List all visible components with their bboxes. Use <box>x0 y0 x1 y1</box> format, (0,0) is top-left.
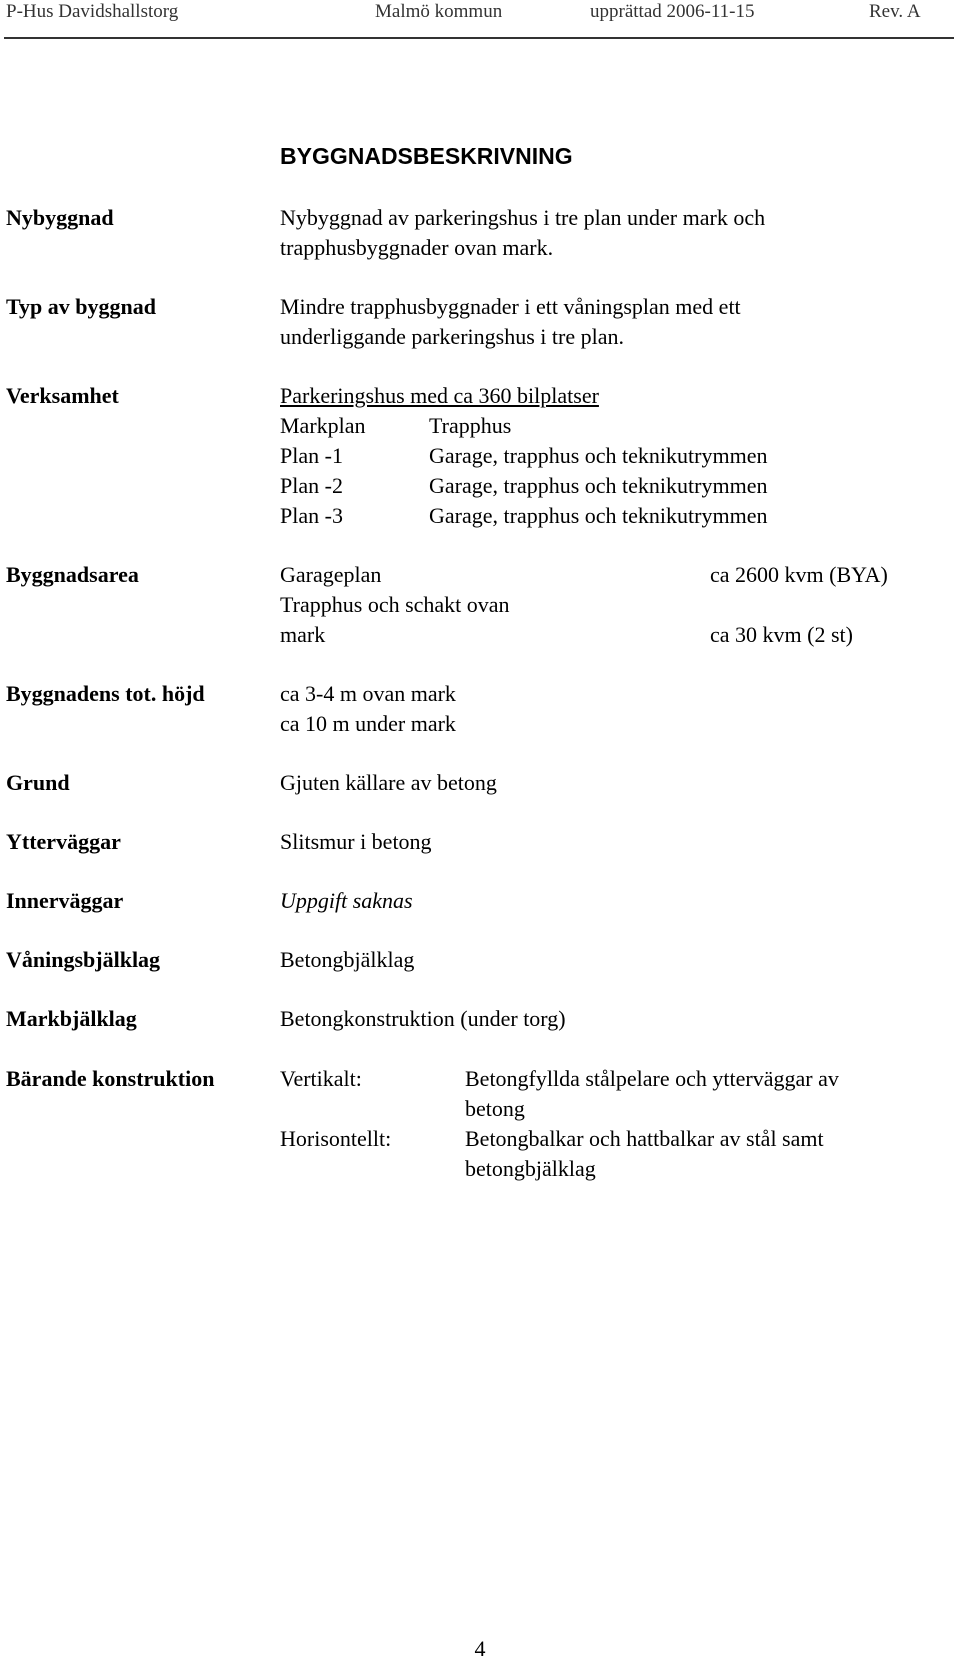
header-revision: Rev. A <box>869 1 921 22</box>
markbjalklag-value: Betongkonstruktion (under torg) <box>280 1006 566 1031</box>
label-grund: Grund <box>6 770 70 795</box>
innerväggar-value: Uppgift saknas <box>280 888 413 913</box>
byggnadsarea-item1: Garageplan <box>280 562 382 587</box>
typ-line1: Mindre trapphusbyggnader i ett våningsplan med ett <box>280 294 741 319</box>
header-date: upprättad 2006-11-15 <box>590 1 755 22</box>
verksamhet-desc: Trapphus <box>429 413 512 438</box>
barande-horisontellt-label: Horisontellt: <box>280 1126 392 1151</box>
verksamhet-plan: Markplan <box>280 413 366 438</box>
grund-value: Gjuten källare av betong <box>280 770 497 795</box>
label-barande-konstruktion: Bärande konstruktion <box>6 1066 215 1091</box>
header-project: P-Hus Davidshallstorg <box>6 1 179 22</box>
verksamhet-heading: Parkeringshus med ca 360 bilplatser <box>280 383 599 408</box>
barande-horisontellt-line1: Betongbalkar och hattbalkar av stål samt <box>465 1126 824 1151</box>
byggnadsarea-value1: ca 2600 kvm (BYA) <box>710 562 888 587</box>
label-ytterväggar: Ytterväggar <box>6 829 121 854</box>
label-verksamhet: Verksamhet <box>6 383 119 408</box>
label-typ-av-byggnad: Typ av byggnad <box>6 294 156 319</box>
header-divider <box>4 37 954 39</box>
barande-horisontellt-line2: betongbjälklag <box>465 1156 596 1181</box>
byggnadsarea-item2-line1: Trapphus och schakt ovan <box>280 592 510 617</box>
nybyggnad-line1: Nybyggnad av parkeringshus i tre plan under mark och <box>280 205 766 230</box>
barande-vertikalt-label: Vertikalt: <box>280 1066 362 1091</box>
verksamhet-desc: Garage, trapphus och teknikutrymmen <box>429 473 768 498</box>
label-byggnadsarea: Byggnadsarea <box>6 562 139 587</box>
verksamhet-plan: Plan -3 <box>280 503 343 528</box>
verksamhet-desc: Garage, trapphus och teknikutrymmen <box>429 503 768 528</box>
label-markbjalklag: Markbjälklag <box>6 1006 137 1031</box>
barande-vertikalt-line2: betong <box>465 1096 525 1121</box>
header-municipality: Malmö kommun <box>375 1 503 22</box>
vaningsbjalklag-value: Betongbjälklag <box>280 947 415 972</box>
label-nybyggnad: Nybyggnad <box>6 205 114 230</box>
verksamhet-plan: Plan -1 <box>280 443 343 468</box>
typ-line2: underliggande parkeringshus i tre plan. <box>280 324 624 349</box>
label-byggnadens-hojd: Byggnadens tot. höjd <box>6 681 205 706</box>
barande-vertikalt-line1: Betongfyllda stålpelare och ytterväggar av <box>465 1066 839 1091</box>
byggnadsarea-item2-line2: mark <box>280 622 326 647</box>
byggnadsarea-value2: ca 30 kvm (2 st) <box>710 622 853 647</box>
label-innerväggar: Innerväggar <box>6 888 124 913</box>
verksamhet-desc: Garage, trapphus och teknikutrymmen <box>429 443 768 468</box>
label-vaningsbjalklag: Våningsbjälklag <box>6 947 161 972</box>
page-number: 4 <box>474 1636 486 1661</box>
page-title: BYGGNADSBESKRIVNING <box>280 143 573 169</box>
ytterväggar-value: Slitsmur i betong <box>280 829 432 854</box>
hojd-line1: ca 3-4 m ovan mark <box>280 681 456 706</box>
hojd-line2: ca 10 m under mark <box>280 711 456 736</box>
nybyggnad-line2: trapphusbyggnader ovan mark. <box>280 235 554 260</box>
verksamhet-plan: Plan -2 <box>280 473 343 498</box>
